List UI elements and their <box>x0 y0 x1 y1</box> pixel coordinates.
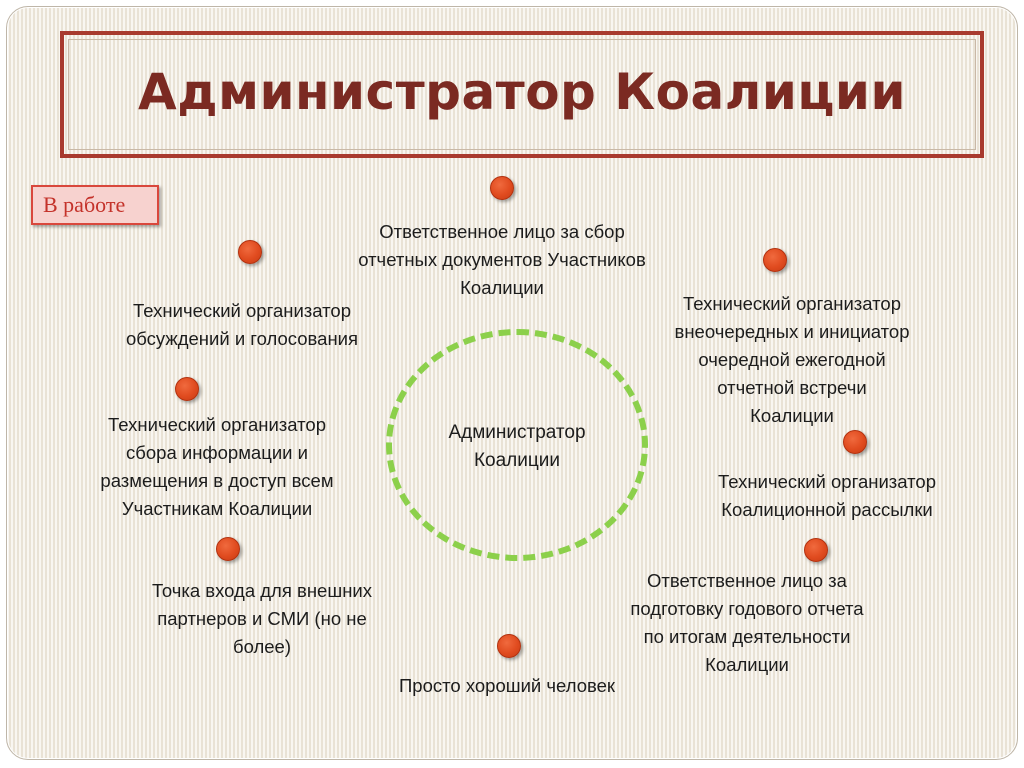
bullet-dot-icon <box>175 377 199 401</box>
bullet-dot-icon <box>490 176 514 200</box>
role-information: Технический организатор сбора информации и размещения в доступ всем Участникам Коалиции <box>100 414 334 519</box>
role-meetings: Технический организатор внеочередных и инициатор очередной ежегодной отчетной встречи Коалиции <box>674 293 910 426</box>
role-discussions: Технический организатор обсуждений и голосования <box>125 300 359 349</box>
bullet-dot-icon <box>497 634 521 658</box>
slide <box>6 6 1018 760</box>
title-frame <box>60 31 984 158</box>
role-documents: Ответственное лицо за сбор отчетных документов Участников Коалиции <box>358 221 646 298</box>
bullet-dot-icon <box>804 538 828 562</box>
bullet-dot-icon <box>216 537 240 561</box>
role-annual-report: Ответственное лицо за подготовку годового отчета по итогам деятельности Коалиции <box>630 570 864 675</box>
center-label: Администратор Коалиции <box>448 422 586 471</box>
role-mailing: Технический организатор Коалиционной рассылки <box>718 471 936 520</box>
role-entry-point: Точка входа для внешних партнеров и СМИ (но не более) <box>151 580 372 657</box>
bullet-dot-icon <box>238 240 262 264</box>
page-title: Администратор Коалиции <box>138 63 906 121</box>
role-good-person: Просто хороший человек <box>399 675 615 696</box>
bullet-dot-icon <box>843 430 867 454</box>
status-badge: В работе <box>31 185 159 225</box>
bullet-dot-icon <box>763 248 787 272</box>
